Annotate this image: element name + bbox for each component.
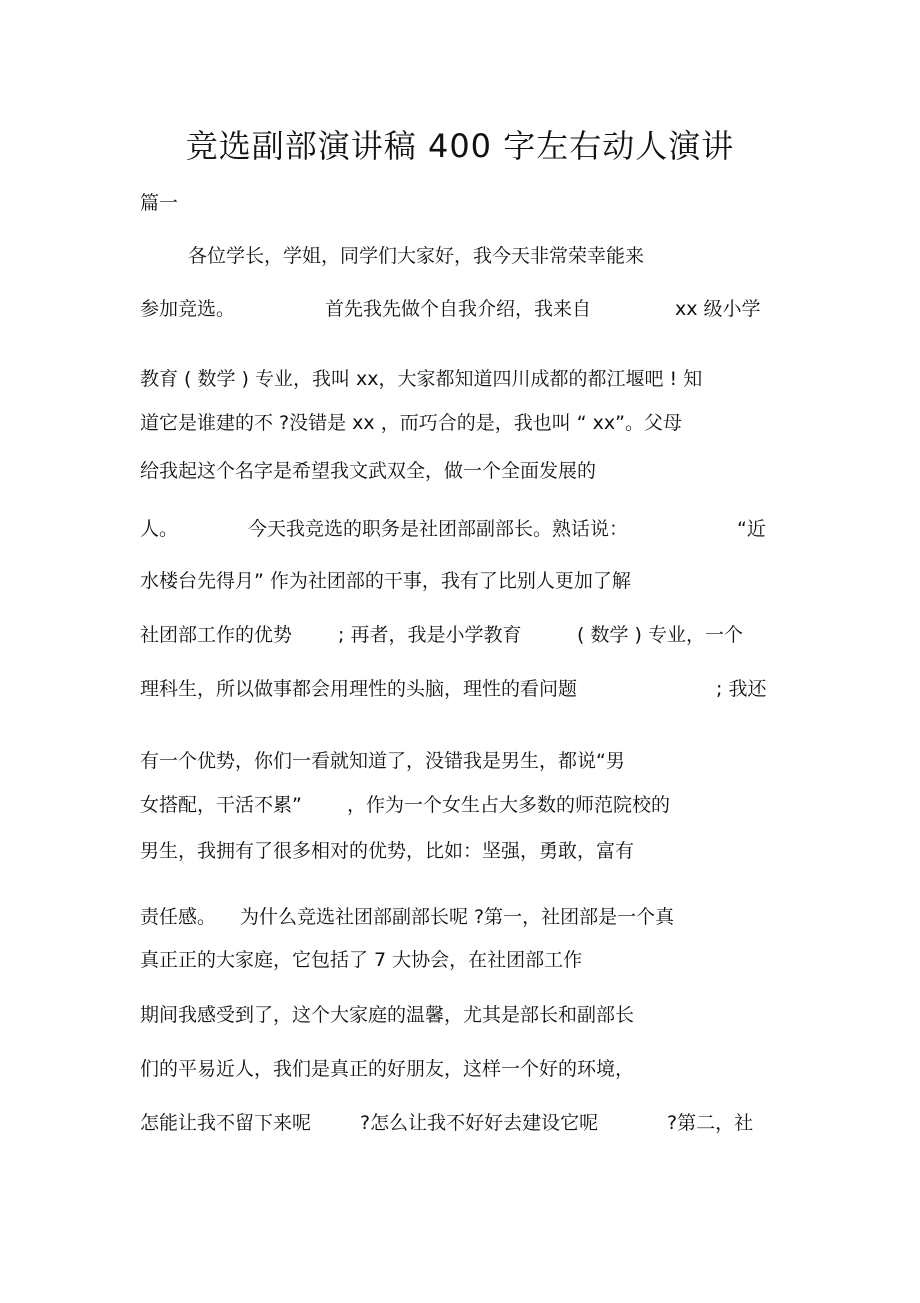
text-segment: 今天我竞选的职务是社团部副部长。熟话说： <box>248 518 629 540</box>
text-segment: 首先我先做个自我介绍，我来自 <box>325 298 592 320</box>
text-segment: 各位学长，学姐，同学们大家好，我今天非常荣幸能来 <box>188 245 645 267</box>
text-segment: ( 数学 ) 专业，一个 <box>577 624 743 646</box>
text-segment: 期间我感受到了，这个大家庭的温馨，尤其是部长和副部长 <box>140 1004 635 1026</box>
text-line <box>140 408 682 438</box>
document-title: 竞选副部演讲稿 400 字左右动人演讲 <box>185 127 735 165</box>
text-line <box>140 945 582 975</box>
text-segment: ?第二，社 <box>667 1112 754 1134</box>
text-segment: 水楼台先得月” 作为社团部的干事，我有了比别人更加了解 <box>140 570 631 592</box>
text-segment: 怎能让我不留下来呢 <box>140 1112 312 1134</box>
text-segment: “近 <box>737 518 766 540</box>
text-line <box>140 836 634 866</box>
text-line <box>140 364 702 394</box>
text-segment: 人。 <box>140 518 179 540</box>
text-line <box>140 1054 634 1084</box>
section-heading: 篇一 <box>140 192 179 214</box>
text-segment: 有一个优势，你们一看就知道了，没错我是男生，都说“男 <box>140 750 625 772</box>
text-segment: 女搭配，干活不累” <box>140 794 302 816</box>
text-line <box>140 902 675 932</box>
text-segment: 参加竞选。 <box>140 298 236 320</box>
text-segment: 社团部工作的优势 <box>140 624 293 646</box>
text-line <box>140 456 596 486</box>
text-segment: ; 我还 <box>716 678 767 700</box>
text-line <box>140 294 761 324</box>
text-segment: 责任感。 <box>140 906 217 928</box>
text-segment: ，作为一个女生占大多数的师范院校的 <box>347 794 671 816</box>
text-segment: 为什么竞选社团部副部长呢 ?第一，社团部是一个真 <box>240 906 675 928</box>
text-line <box>140 1000 634 1030</box>
text-line <box>140 746 625 776</box>
text-segment: 男生，我拥有了很多相对的优势，比如：坚强，勇敢，富有 <box>140 840 635 862</box>
text-segment: xx 级小学 <box>675 298 761 320</box>
text-segment: ?怎么让我不好好去建设它呢 <box>360 1112 599 1134</box>
text-line <box>140 566 631 596</box>
text-line <box>188 241 644 271</box>
text-segment: 教育 ( 数学 ) 专业，我叫 xx，大家都知道四川成都的都江堰吧 ! 知 <box>140 368 703 390</box>
text-line <box>140 674 767 704</box>
text-segment: ; 再者，我是小学教育 <box>338 624 522 646</box>
text-line <box>140 620 743 650</box>
text-segment: 理科生，所以做事都会用理性的头脑，理性的看问题 <box>140 678 578 700</box>
text-segment: 道它是谁建的不 ?没错是 xx ，而巧合的是，我也叫 “ xx”。父母 <box>140 412 682 434</box>
text-segment: 们的平易近人，我们是真正的好朋友，这样一个好的环境， <box>140 1058 635 1080</box>
text-segment: 真正正的大家庭，它包括了 7 大协会，在社团部工作 <box>140 949 583 971</box>
text-line <box>140 514 766 544</box>
text-line <box>140 790 671 820</box>
text-line <box>140 1108 754 1138</box>
text-segment: 给我起这个名字是希望我文武双全，做一个全面发展的 <box>140 460 597 482</box>
